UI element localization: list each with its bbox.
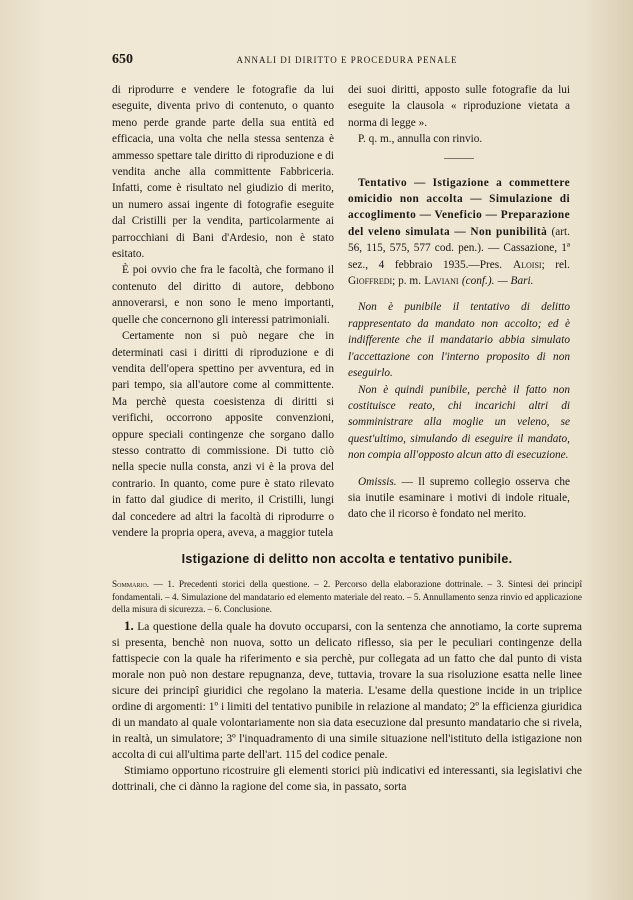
article-body — [112, 618, 582, 795]
case-party: — Bari. — [497, 275, 534, 288]
section-number: 1. — [124, 618, 134, 633]
case-citation: (art. 56, 115, 575, 577 cod. pen.). — Cassazione, 1ª sez., 4 febbraio 1935.—Pres. — [348, 225, 570, 271]
case-heading-title: Tentativo — Istigazione a commettere omicidio non accolta — Simulazione di accoglimento — Veneficio — Preparazione del veleno simulata — Non punibilità — [348, 176, 570, 238]
omissis-paragraph — [348, 474, 570, 523]
conf-label: (conf.). — [461, 275, 495, 288]
left-paragraph: di riprodurre e vendere le fotografie da lui eseguite, diventa privo di contenuto, o quanto meno perde grande parte della sua entità ed efficacia, una volta che nella stessa sentenza è ammesso spettare tale diritto di riproduzione e di vendita anche alla committente Fabbriceria. Infatti, come è risultato nel giudizio di merito, un numero assai ingente di fotografie eseguite dal Cristilli per la vendita, particolarmente ai parrocchiani di Bani d'Ardesio, non è stato esitato. — [112, 84, 334, 261]
disposition: P. q. m., annulla con rinvio. — [358, 133, 483, 146]
page-number: 650 — [112, 52, 133, 67]
article-paragraph — [112, 618, 582, 763]
article-paragraph-text: La questione della quale ha dovuto occuparsi, con la sentenza che annotiamo, la corte suprema si presenta, benchè non nuova, sotto un delicato riflesso, sia per le peculiari contingenze della fattispecie con la quale ha riferimento e sia perchè, pur collegata ad un fatto che dal punto di vista morale non può non destare repugnanza, deve, tuttavia, trovare la sua risoluzione esatta nelle linee sicure dei principî giuridici che regolano la materia. L'esame della questione incide in un triplice ordine di argomenti: 1º i limiti del tentativo punibile in relazione al mandato; 2º la efficienza giuridica di un mandato al quale volontariamente non sia data esecuzione dal presunto mandatario che si rivela, in realtà, un simulatore; 3º l'inquadramento di una simile situazione nell'istituto della istigazione non accolta di cui all'ultima parte dell'art. 115 del codice penale. — [112, 621, 582, 761]
page-header — [112, 52, 582, 70]
summary-text: — 1. Precedenti storici della questione. – 2. Percorso della elaborazione dottrinale. – 3. Sintesi dei principî fondamentali. – 4. Simulazione del mandatario ed elemento materiale del reato. – 5. Annullamento senza rinvio ed applicazione della misura di sicurezza. – 6. Conclusione. — [112, 579, 582, 614]
running-title: ANNALI DI DIRITTO E PROCEDURA PENALE — [236, 55, 458, 65]
summary — [112, 578, 582, 616]
omissis-text: — Il supremo collegio osserva che sia inutile esaminare i motivi di indole rituale, dato che il ricorso è fondato nel merito. — [348, 475, 570, 521]
massima: Non è quindi punibile, perchè il fatto non costituisce reato, chi incarichi altri di somministrare alla moglie un veleno, se quest'ultimo, simulando di eseguire il mandato, non compia all'opposto alcun atto di esecuzione. — [348, 383, 570, 462]
right-continuation: dei suoi diritti, apposto sulle fotografie da lui eseguite la clausola « riproduzione vietata a norma di legge ». — [348, 84, 570, 129]
right-column — [348, 82, 570, 523]
summary-label: Sommario. — [112, 579, 150, 589]
left-column — [112, 82, 334, 541]
rapporteur-name: Gioffredi — [348, 275, 393, 288]
left-paragraph: Certamente non si può negare che in determinati casi i diritti di riproduzione e di vendita dell'opera spettino per avventura, ed in pari tempo, sia all'autore come al committente. Ma perchè questa coesistenza di diritti si verifichi, occorrono apposite convenzioni, oppure speciali contingenze che sorgano dallo stesso contratto di commissione. Di tutto ciò nella specie nulla consta, anzi vi è la prova del contrario. In quanto, come pure è stato rilevato in fatto dal giudice di merito, il Cristilli, lungi dal concedere ad altri la facoltà di riprodurre o vendere la propria opera, aveva, a maggior tutela — [112, 330, 334, 539]
case-heading — [348, 175, 570, 290]
massima: Non è punibile il tentativo di delitto rappresentato da mandato non accolto; ed è indifferente che il mandatario abbia simulato l'accettazione con l'interno proposito di non eseguirlo. — [348, 301, 570, 380]
president-name: Aloisi — [512, 258, 542, 271]
pm-prefix: ; p. m. — [392, 275, 422, 288]
omissis-label: Omissis. — [358, 475, 397, 488]
left-paragraph: È poi ovvio che fra le facoltà, che formano il contenuto del diritto di autore, debbono annoverarsi, e non sono le meno importanti, quelle che concernono gli interessi patrimoniali. — [112, 264, 334, 326]
prosecutor-name: Laviani — [424, 275, 459, 288]
article-paragraph: Stimiamo opportuno ricostruire gli elementi storici più indicativi ed interessanti, sia legislativi che dottrinali, che ci dànno la ragione del come sia, in passato, sorta — [112, 765, 582, 793]
divider — [444, 158, 474, 159]
article-title: Istigazione di delitto non accolta e tentativo punibile. — [181, 552, 513, 566]
rel-prefix: ; rel. — [541, 258, 570, 271]
